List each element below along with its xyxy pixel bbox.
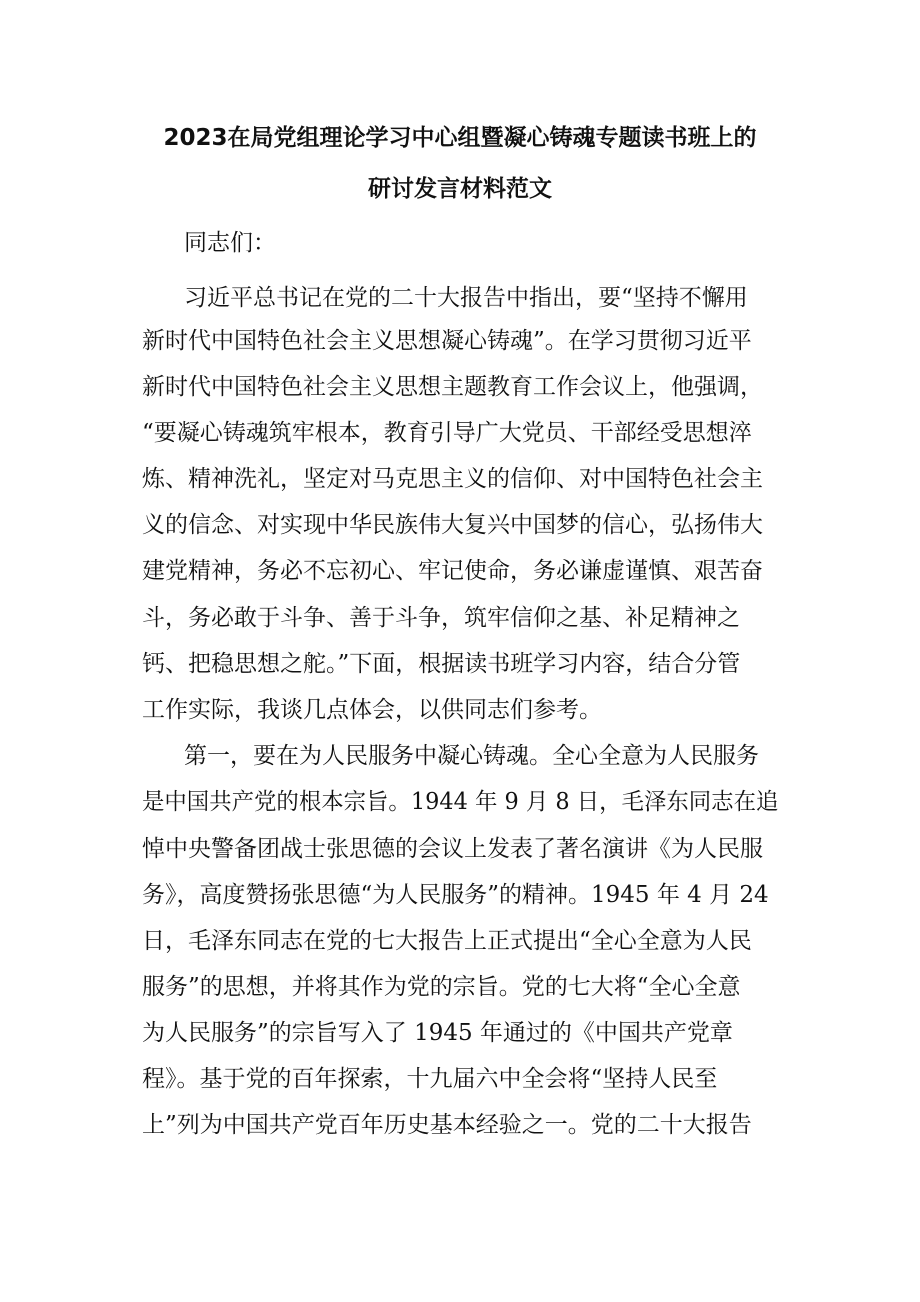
body-line: 工作实际，我谈几点体会，以供同志们参考。 — [142, 697, 602, 723]
body-line: 义的信念、对实现中华民族伟大复兴中国梦的信心，弘扬伟大 — [142, 512, 763, 538]
body-line: 上”列为中国共产党百年历史基本经验之一。党的二十大报告 — [142, 1112, 752, 1138]
body-line: 服务”的思想，并将其作为党的宗旨。党的七大将“全心全意 — [142, 974, 741, 1000]
body-line: 新时代中国特色社会主义思想凝心铸魂”。在学习贯彻习近平 — [142, 328, 752, 354]
body-line: 第一，要在为人民服务中凝心铸魂。全心全意为人民服务 — [184, 743, 759, 769]
body-line: 新时代中国特色社会主义思想主题教育工作会议上，他强调， — [142, 374, 763, 400]
body-line: 是中国共产党的根本宗旨。1944 年 9 月 8 日，毛泽东同志在追 — [142, 789, 779, 815]
body-line: 建党精神，务必不忘初心、牢记使命，务必谦虚谨慎、艰苦奋 — [142, 558, 763, 584]
body-line: 斗，务必敢于斗争、善于斗争，筑牢信仰之基、补足精神之 — [142, 605, 740, 631]
body-line: 务》，高度赞扬张思德“为人民服务”的精神。1945 年 4 月 24 — [142, 882, 769, 908]
body-line: 悼中央警备团战士张思德的会议上发表了著名演讲《为人民服 — [142, 836, 763, 862]
salutation: 同志们： — [184, 230, 276, 256]
body-line: 为人民服务”的宗旨写入了 1945 年通过的《中国共产党章 — [142, 1020, 733, 1046]
body-line: 钙、把稳思想之舵。”下面，根据读书班学习内容，结合分管 — [142, 651, 741, 677]
body-line: 日，毛泽东同志在党的七大报告上正式提出“全心全意为人民 — [142, 928, 752, 954]
body-line: “要凝心铸魂筑牢根本，教育引导广大党员、干部经受思想淬 — [142, 420, 752, 446]
body-line: 程》。基于党的百年探索，十九届六中全会将“坚持人民至 — [142, 1066, 718, 1092]
body-line: 炼、精神洗礼，坚定对马克思主义的信仰、对中国特色社会主 — [142, 466, 763, 492]
document-title-line-2: 研讨发言材料范文 — [368, 176, 552, 202]
document-title-line-1: 2023在局党组理论学习中心组暨凝心铸魂专题读书班上的 — [163, 125, 757, 151]
body-line: 习近平总书记在党的二十大报告中指出，要“坚持不懈用 — [184, 285, 748, 311]
